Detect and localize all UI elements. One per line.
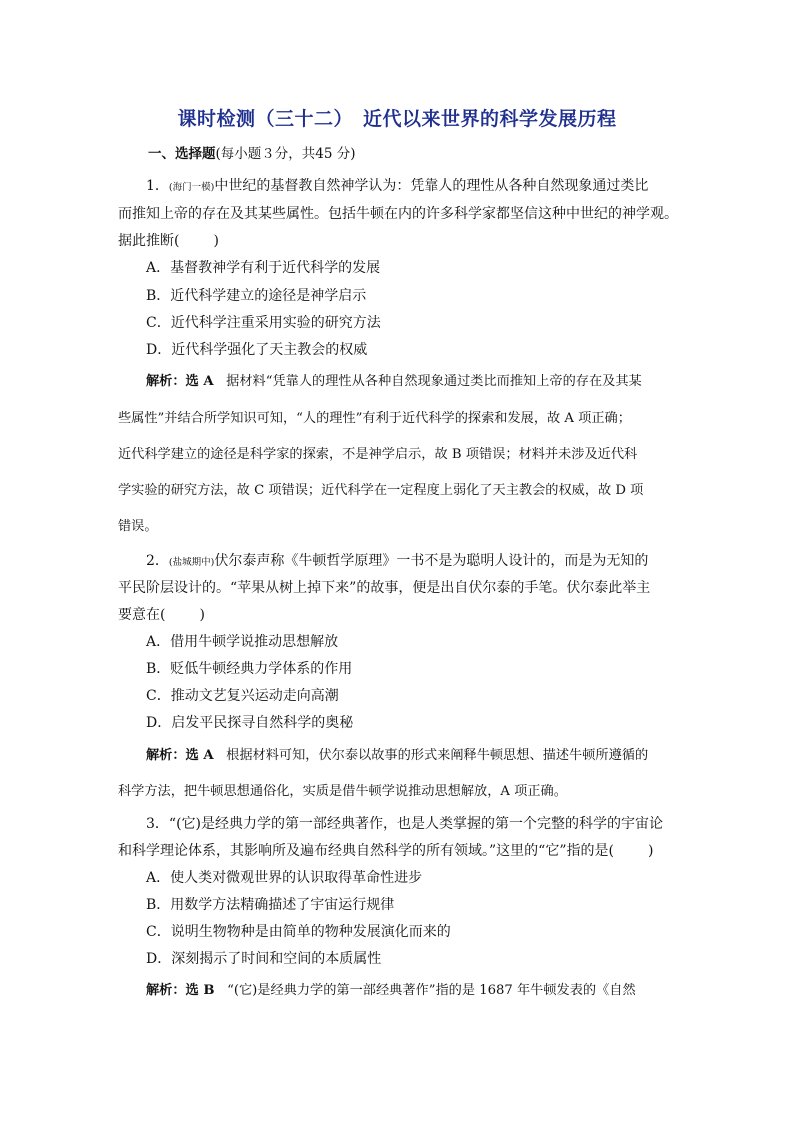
q2-option-b: B．贬低牛顿经典力学体系的作用 — [146, 661, 353, 677]
question-source: (盐城期中) — [168, 557, 215, 568]
q2-option-a: A．借用牛顿学说推动思想解放 — [146, 634, 339, 650]
question-number: 2． — [146, 553, 169, 569]
q2-analysis-line-2: 科学方法，把牛顿思想通俗化，实质是借牛顿学说推动思想解放，A 项正确。 — [118, 784, 567, 799]
q3-analysis-line-1: 解析：选 B “(它)是经典力学的第一部经典著作”指的是 1687 年牛顿发表的《自然 — [146, 983, 636, 998]
question-3-line-1: 3．“(它)是经典力学的第一部经典著作，也是人类掌握的第一个完整的科学的宇宙论 — [146, 816, 664, 832]
question-number: 1． — [146, 178, 169, 194]
q1-analysis-line-4: 学实验的研究方法，故 C 项错误；近代科学在一定程度上弱化了天主教会的权威，故 D 项 — [118, 483, 644, 498]
question-3-line-2: 和科学理论体系，其影响所及遍布经典自然科学的所有领域。”这里的“它”指的是( ) — [118, 843, 654, 859]
section-heading — [148, 142, 356, 162]
question-1-line-3: 据此推断( ) — [118, 233, 219, 249]
analysis-label: 解析：选 B — [146, 983, 215, 998]
q1-analysis-line-2: 些属性”并结合所学知识可知，“人的理性”有利于近代科学的探索和发展，故 A 项正确； — [118, 411, 631, 426]
q3-option-c: C．说明生物物种是由简单的物种发展演化而来的 — [146, 924, 451, 940]
page-title: 课时检测（三十二） 近代以来世界的科学发展历程 — [177, 108, 617, 130]
q1-option-b: B．近代科学建立的途径是神学启示 — [146, 288, 367, 304]
question-1-line-2: 而推知上帝的存在及其某些属性。包括牛顿在内的许多科学家都坚信这种中世纪的神学观。 — [118, 206, 678, 222]
question-number: 3． — [146, 816, 169, 832]
question-source: (海门一模) — [168, 182, 215, 193]
q3-option-a: A．使人类对微观世界的认识取得革命性进步 — [146, 870, 423, 886]
analysis-label: 解析：选 A — [146, 748, 214, 763]
q3-option-b: B．用数学方法精确描述了宇宙运行规律 — [146, 897, 395, 913]
question-2-line-3: 要意在( ) — [118, 607, 205, 623]
q2-option-d: D．启发平民探寻自然科学的奥秘 — [146, 715, 354, 731]
q2-analysis-line-1: 解析：选 A 根据材料可知，伏尔泰以故事的形式来阐释牛顿思想、描述牛顿所遵循的 — [146, 748, 649, 763]
question-2-line-2: 平民阶层设计的。“苹果从树上掉下来”的故事，便是出自伏尔泰的手笔。伏尔泰此举主 — [118, 580, 651, 596]
question-2-line-1: 2．(盐城期中)伏尔泰声称《牛顿哲学原理》一书不是为聪明人设计的，而是为无知的 — [146, 553, 649, 569]
analysis-label: 解析：选 A — [146, 374, 214, 389]
q2-option-c: C．推动文艺复兴运动走向高潮 — [146, 688, 339, 704]
section-label: 一、选择题 — [148, 146, 216, 162]
q1-option-c: C．近代科学注重采用实验的研究方法 — [146, 315, 381, 331]
q1-option-d: D．近代科学强化了天主教会的权威 — [146, 342, 368, 358]
q1-analysis-line-3: 近代科学建立的途径是科学家的探索，不是神学启示，故 B 项错误；材料并未涉及近代科 — [118, 447, 638, 462]
q3-option-d: D．深刻揭示了时间和空间的本质属性 — [146, 951, 382, 967]
q1-analysis-line-1: 解析：选 A 据材料“凭靠人的理性从各种自然现象通过类比而推知上帝的存在及其某 — [146, 374, 642, 389]
question-1-line-1: 1．(海门一模)中世纪的基督教自然神学认为：凭靠人的理性从各种自然现象通过类比 — [146, 178, 649, 194]
q1-analysis-line-5: 错误。 — [118, 519, 158, 534]
q1-option-a: A．基督教神学有利于近代科学的发展 — [146, 260, 381, 276]
section-note: (每小题３分，共45 分) — [215, 146, 356, 162]
